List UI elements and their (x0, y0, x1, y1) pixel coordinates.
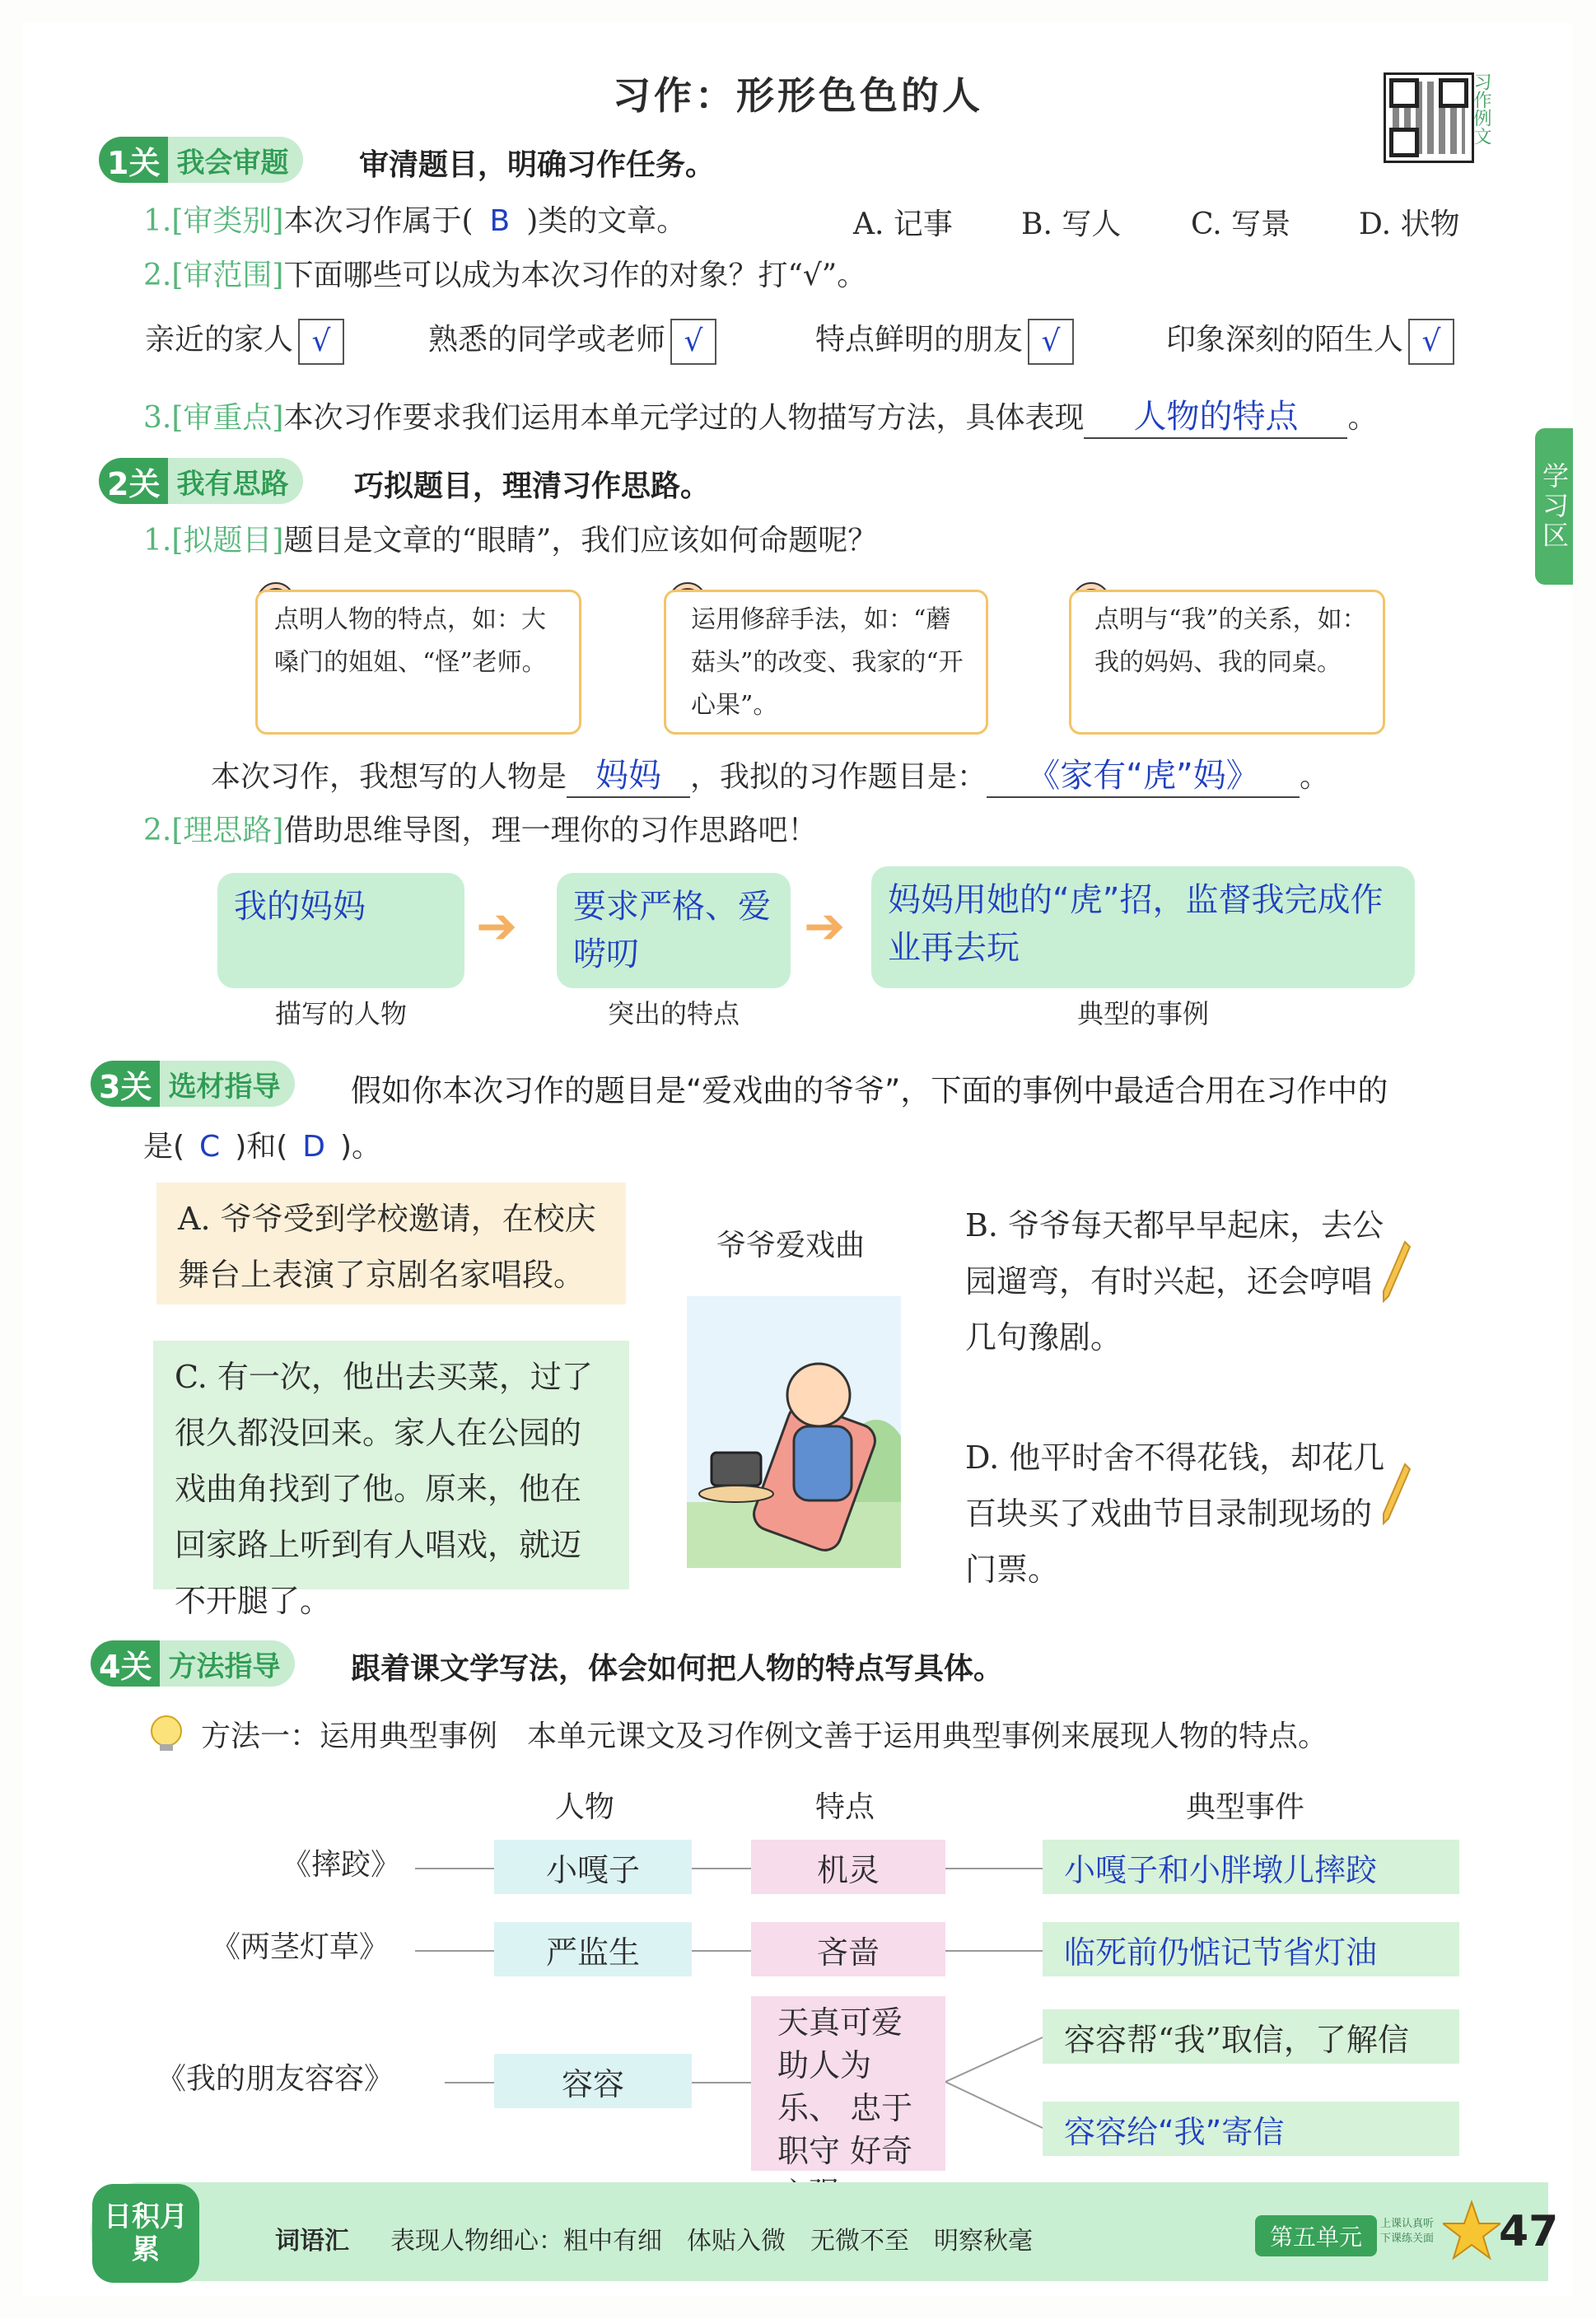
s1-q1-option-b: B. 写人 (1021, 208, 1122, 241)
row3-event-1: 容容帮“我”取信，了解信 (1043, 2009, 1459, 2064)
section3-badge (91, 1061, 295, 1107)
card-b: B. 爷爷每天都早早起床，去公园遛弯，有时兴起，还会哼唱几句豫剧。 (944, 1189, 1413, 1375)
method-desc: 本单元课文及习作例文善于运用典型事例来展现人物的特点。 (527, 1719, 1328, 1753)
section1-desc: 审清题目，明确习作任务。 (359, 148, 716, 182)
grandpa-illustration-icon (687, 1296, 901, 1568)
row3-trait: 天真可爱 助人为乐、 忠于职守 好奇 (751, 1996, 945, 2171)
footer-vocab-label: 词语汇 (275, 2227, 349, 2256)
arrow-right-icon: ➔ (476, 898, 518, 955)
qr-code-icon[interactable] (1384, 72, 1474, 163)
s1-q2-item-1: 亲近的家人 √ (145, 316, 344, 365)
s1-q1-option-c: C. 写景 (1191, 208, 1291, 241)
s1-q3-answer[interactable]: 人物的特点 (1084, 390, 1347, 439)
section2-desc: 巧拟题目，理清习作思路。 (354, 469, 711, 503)
section3-label: 选材指导 (160, 1061, 295, 1107)
section2-label: 我有思路 (168, 458, 303, 504)
footer-unit: 第五单元 (1255, 2215, 1377, 2256)
section1-badge (99, 137, 303, 183)
checkbox[interactable]: √ (1028, 319, 1074, 365)
checkbox[interactable]: √ (670, 319, 716, 365)
branch-lines (945, 2026, 1043, 2149)
s1-q1-option-d: D. 状物 (1359, 208, 1460, 241)
section4-label: 方法指导 (160, 1640, 295, 1687)
row2-book: 《两茎灯草》 (211, 1930, 390, 1964)
s1-q2: 2.[审范围]下面哪些可以成为本次习作的对象？打“√”。 (143, 259, 867, 292)
s2-fill-title[interactable]: 《家有“虎”妈》 (987, 749, 1300, 798)
section4-desc: 跟着课文学写法，体会如何把人物的特点写具体。 (351, 1652, 1004, 1686)
s2-q1: 1.[拟题目]题目是文章的“眼睛”，我们应该如何命题呢？ (143, 524, 878, 558)
s2-q2: 2.[理思路]借助思维导图，理一理你的习作思路吧！ (143, 814, 818, 847)
row3-book: 《我的朋友容容》 (156, 2062, 394, 2096)
footer-badge: 日积月累 (92, 2184, 199, 2283)
s2-fill: 本次习作，我想写的人物是 妈妈 ，我拟的习作题目是： 《家有“虎”妈》 。 (211, 749, 1329, 798)
map-caption-3: 典型的事例 (1076, 998, 1209, 1029)
section4-num: 4关 (91, 1640, 160, 1687)
section3-desc: 假如你本次习作的题目是“爱戏曲的爷爷”，下面的事例中最适合用在习作中的 (351, 1073, 1388, 1108)
bubble-2: 运用修辞手法，如：“蘑菇头”的改变、我家的“开心果”。 (664, 590, 988, 735)
row2-trait: 吝啬 (751, 1922, 945, 1976)
method-title: 方法一：运用典型事例 (201, 1719, 498, 1753)
section1-label: 我会审题 (168, 137, 303, 183)
page-number: 47 (1499, 2207, 1559, 2256)
row1-trait: 机灵 (751, 1840, 945, 1894)
s1-q2-item-3: 特点鲜明的朋友 √ (815, 316, 1074, 365)
s1-q1: 1.[审类别]本次习作属于( B )类的文章。 (143, 204, 687, 238)
row3-event-2: 容容给“我”寄信 (1043, 2102, 1459, 2156)
s3-answer-2: D (302, 1130, 326, 1164)
bubble-3: 点明与“我”的关系，如：我的妈妈、我的同桌。 (1069, 590, 1385, 735)
s1-q2-item-2: 熟悉的同学或老师 √ (428, 316, 716, 365)
footer-small-text: 上课认真听 下课练关面 (1380, 2218, 1435, 2245)
section2-badge (99, 458, 303, 504)
section4-badge (91, 1640, 295, 1687)
checkbox[interactable]: √ (298, 319, 344, 365)
lightbulb-icon (143, 1710, 189, 1756)
method-line (201, 1713, 1328, 1755)
s3-answer-line: 是( C )和( D )。 (143, 1130, 382, 1164)
s1-q3: 3.[审重点]本次习作要求我们运用本单元学过的人物描写方法，具体表现 人物的特点 。 (143, 390, 1377, 439)
pencil-icon (1380, 1239, 1413, 1304)
map-node-person: 我的妈妈 (217, 873, 464, 988)
card-a: A. 爷爷受到学校邀请，在校庆舞台上表演了京剧名家唱段。 (156, 1183, 626, 1304)
checkbox[interactable]: √ (1408, 319, 1454, 365)
s1-q1-answer: B (489, 204, 511, 238)
row1-person: 小嘎子 (494, 1840, 692, 1894)
table-header-trait: 特点 (815, 1790, 875, 1824)
side-tab[interactable]: 学习区 (1535, 428, 1573, 585)
map-caption-2: 突出的特点 (607, 998, 740, 1029)
row1-event: 小嘎子和小胖墩儿摔跤 (1043, 1840, 1459, 1894)
arrow-right-icon: ➔ (804, 898, 846, 955)
table-header-event: 典型事件 (1186, 1790, 1305, 1824)
row2-person: 严监生 (494, 1922, 692, 1976)
s3-answer-1: C (199, 1130, 221, 1164)
section2-num: 2关 (99, 458, 168, 504)
star-mascot-icon (1443, 2199, 1500, 2273)
s1-q2-item-4: 印象深刻的陌生人 √ (1166, 316, 1454, 365)
map-node-trait: 要求严格、爱唠叨 (557, 873, 791, 988)
row1-book: 《摔跤》 (282, 1848, 401, 1882)
map-caption-1: 描写的人物 (274, 998, 407, 1029)
row2-event: 临死前仍惦记节省灯油 (1043, 1922, 1459, 1976)
footer-vocab: 表现人物细心：粗中有细 体贴入微 无微不至 明察秋毫 (390, 2227, 1033, 2256)
map-node-event: 妈妈用她的“虎”招，监督我完成作业再去玩 (871, 866, 1415, 988)
pencil-icon (1380, 1461, 1413, 1527)
page-title: 习作：形形色色的人 (613, 73, 983, 118)
qr-caption: 习作例文 (1471, 72, 1491, 145)
table-header-person: 人物 (555, 1790, 615, 1824)
card-d: D. 他平时舍不得花钱，却花几百块买了戏曲节目录制现场的门票。 (944, 1421, 1413, 1604)
section1-num: 1关 (99, 137, 168, 183)
bubble-1: 点明人物的特点，如：大嗓门的姐姐、“怪”老师。 (255, 590, 581, 735)
s1-q1-option-a: A. 记事 (853, 208, 953, 241)
s2-fill-person[interactable]: 妈妈 (567, 749, 690, 798)
row3-person: 容容 (494, 2054, 692, 2108)
card-c: C. 有一次，他出去买菜，过了很久都没回来。家人在公园的戏曲角找到了他。原来，他在回家路上听到有人唱戏，就迈不开腿了。 (153, 1341, 629, 1589)
section3-num: 3关 (91, 1061, 160, 1107)
center-title: 爷爷爱戏曲 (716, 1229, 866, 1262)
